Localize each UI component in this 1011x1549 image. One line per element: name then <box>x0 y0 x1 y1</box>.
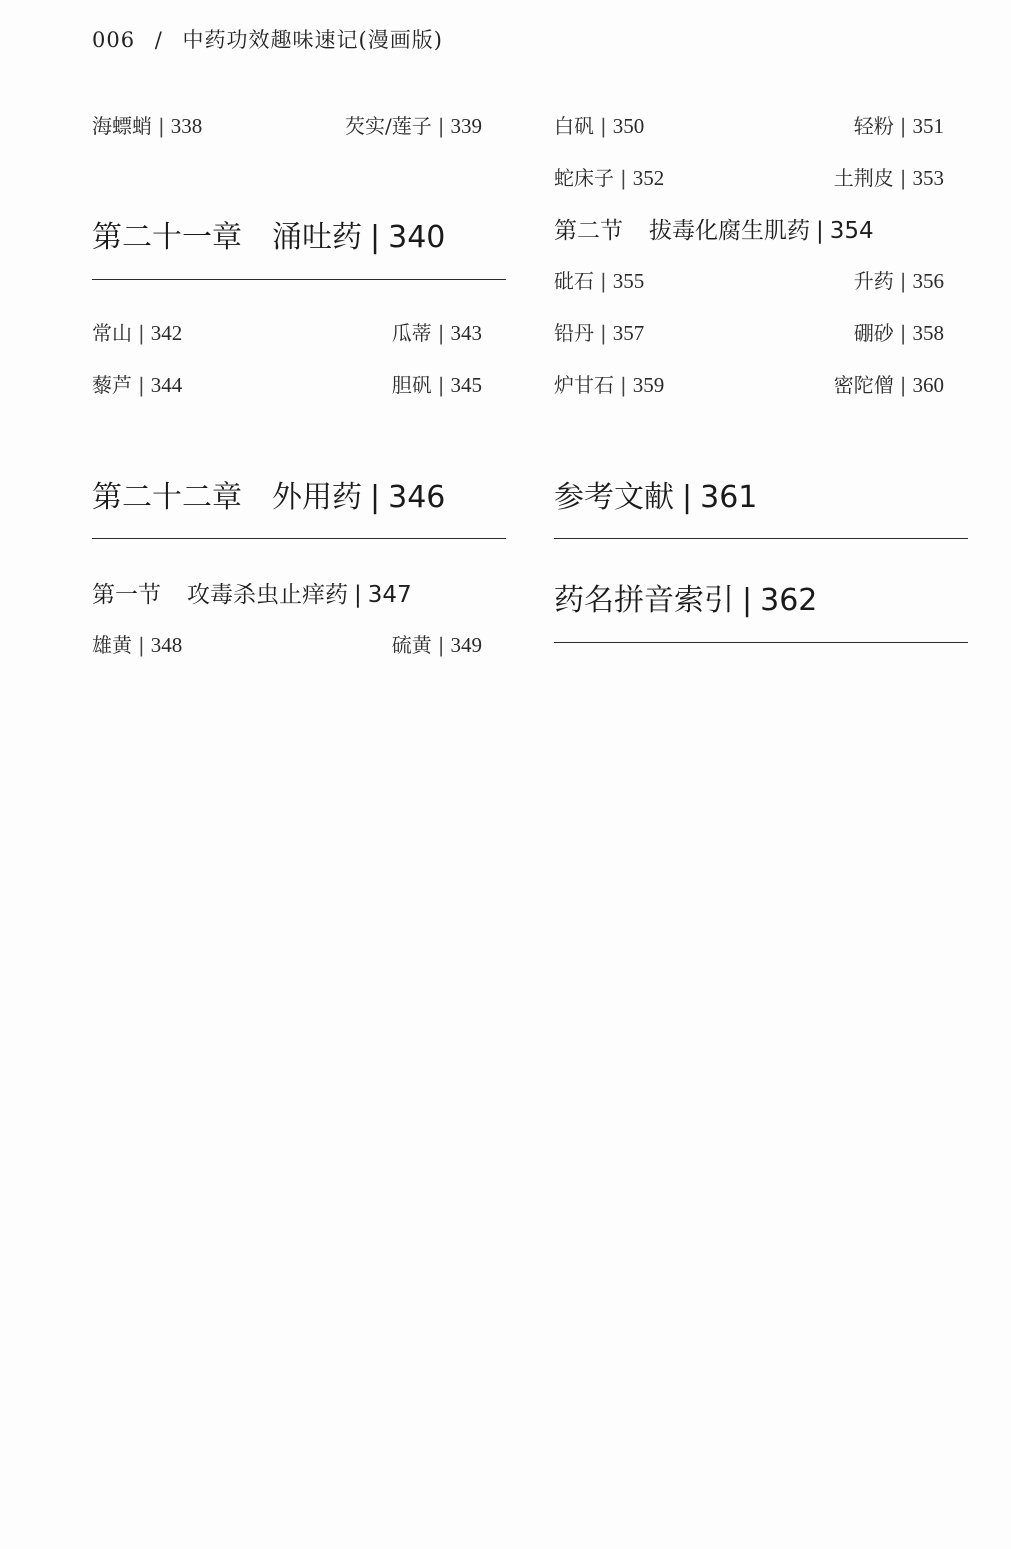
toc-entry[interactable] <box>392 369 482 398</box>
separator: | <box>620 166 627 190</box>
page-ref: 343 <box>450 321 482 345</box>
chapter-heading[interactable] <box>92 472 506 516</box>
chapter-rule <box>92 538 506 539</box>
herb-name: 砒石 <box>554 269 594 293</box>
toc-entry[interactable] <box>854 110 944 139</box>
toc-entry[interactable] <box>554 110 644 139</box>
page-ref: 352 <box>632 166 665 190</box>
herb-name: 雄黄 <box>92 633 132 657</box>
toc-entry-row <box>554 369 944 399</box>
section-label: 第二节 <box>554 218 623 244</box>
herb-name: 芡实/莲子 <box>345 114 432 138</box>
separator: | <box>138 373 145 397</box>
running-header <box>92 24 443 54</box>
separator: | <box>600 269 607 293</box>
page-ref: 359 <box>632 373 665 397</box>
chapter-rule <box>92 279 506 280</box>
herb-name: 升药 <box>853 269 894 293</box>
chapter-rule <box>554 642 968 643</box>
toc-entry[interactable] <box>554 369 664 398</box>
separator: | <box>899 166 907 190</box>
herb-name: 铅丹 <box>554 321 594 345</box>
toc-entry[interactable] <box>392 317 482 346</box>
separator: | <box>437 633 445 657</box>
chapter-title: 外用药 <box>272 480 362 515</box>
separator: | <box>816 218 824 244</box>
references-heading[interactable] <box>554 472 968 516</box>
section-page: 354 <box>829 218 874 244</box>
toc-entry[interactable] <box>854 265 944 294</box>
separator: | <box>899 321 907 345</box>
page-ref: 356 <box>912 269 944 293</box>
toc-entry-row <box>554 162 944 192</box>
herb-name: 白矾 <box>554 114 594 138</box>
toc-entry[interactable] <box>834 369 944 398</box>
page-ref: 353 <box>912 166 944 190</box>
separator: | <box>620 373 627 397</box>
herb-name: 密陀僧 <box>833 373 894 397</box>
page-ref: 355 <box>612 269 645 293</box>
separator: | <box>370 220 381 255</box>
chapter-page: 340 <box>388 220 446 255</box>
page-ref: 348 <box>150 633 183 657</box>
index-title: 药名拼音索引 <box>554 583 734 618</box>
toc-entry-row <box>554 110 944 140</box>
herb-name: 常山 <box>92 321 132 345</box>
separator: | <box>437 114 445 138</box>
herb-name: 轻粉 <box>853 114 894 138</box>
chapter-page: 346 <box>388 480 446 515</box>
separator: | <box>742 583 753 618</box>
page-ref: 342 <box>150 321 183 345</box>
separator: | <box>437 321 445 345</box>
index-page: 362 <box>760 583 818 618</box>
index-heading[interactable] <box>554 575 968 619</box>
chapter-label: 第二十二章 <box>92 480 242 515</box>
toc-entry[interactable] <box>92 369 182 398</box>
toc-entry[interactable] <box>345 110 482 139</box>
page-ref: 358 <box>912 321 944 345</box>
separator: | <box>899 114 907 138</box>
toc-entry-row <box>92 317 482 347</box>
separator: | <box>600 321 607 345</box>
header-slash: / <box>154 28 163 52</box>
page-ref: 360 <box>912 373 944 397</box>
herb-name: 海螵蛸 <box>92 114 152 138</box>
section-title: 攻毒杀虫止痒药 <box>187 582 348 608</box>
page-ref: 349 <box>450 633 482 657</box>
page-number: 006 <box>92 28 136 52</box>
toc-entry[interactable] <box>92 110 202 139</box>
chapter-label: 第二十一章 <box>92 220 242 255</box>
section-heading[interactable] <box>554 212 874 245</box>
page-ref: 357 <box>612 321 645 345</box>
herb-name: 硫黄 <box>391 633 432 657</box>
toc-entry[interactable] <box>554 162 664 191</box>
page-ref: 338 <box>170 114 203 138</box>
separator: | <box>354 582 362 608</box>
page-ref: 345 <box>450 373 482 397</box>
chapter-rule <box>554 538 968 539</box>
herb-name: 炉甘石 <box>554 373 614 397</box>
book-title: 中药功效趣味速记(漫画版) <box>182 28 443 52</box>
toc-entry[interactable] <box>854 317 944 346</box>
references-page: 361 <box>700 480 758 515</box>
page-ref: 350 <box>612 114 645 138</box>
separator: | <box>158 114 165 138</box>
page-ref: 339 <box>450 114 482 138</box>
herb-name: 藜芦 <box>92 373 132 397</box>
section-title: 拔毒化腐生肌药 <box>649 218 810 244</box>
separator: | <box>899 373 907 397</box>
toc-entry-row <box>554 317 944 347</box>
toc-entry[interactable] <box>834 162 944 191</box>
chapter-heading[interactable] <box>92 212 506 256</box>
toc-entry-row <box>92 110 482 140</box>
herb-name: 瓜蒂 <box>391 321 432 345</box>
chapter-title: 涌吐药 <box>272 220 362 255</box>
section-label: 第一节 <box>92 582 161 608</box>
toc-entry[interactable] <box>392 629 482 658</box>
page-ref: 344 <box>150 373 183 397</box>
toc-entry-row <box>554 265 944 295</box>
separator: | <box>600 114 607 138</box>
separator: | <box>370 480 381 515</box>
section-page: 347 <box>367 582 412 608</box>
separator: | <box>138 633 145 657</box>
herb-name: 胆矾 <box>391 373 432 397</box>
toc-entry[interactable] <box>554 265 644 294</box>
herb-name: 蛇床子 <box>554 166 614 190</box>
herb-name: 土荆皮 <box>833 166 894 190</box>
separator: | <box>682 480 693 515</box>
toc-entry[interactable] <box>92 629 182 658</box>
toc-entry[interactable] <box>92 317 182 346</box>
separator: | <box>437 373 445 397</box>
toc-entry-row <box>92 369 482 399</box>
separator: | <box>138 321 145 345</box>
toc-entry-row <box>92 629 482 659</box>
section-heading[interactable] <box>92 576 412 609</box>
herb-name: 硼砂 <box>853 321 894 345</box>
references-title: 参考文献 <box>554 480 674 515</box>
toc-entry[interactable] <box>554 317 644 346</box>
separator: | <box>899 269 907 293</box>
page-ref: 351 <box>912 114 944 138</box>
